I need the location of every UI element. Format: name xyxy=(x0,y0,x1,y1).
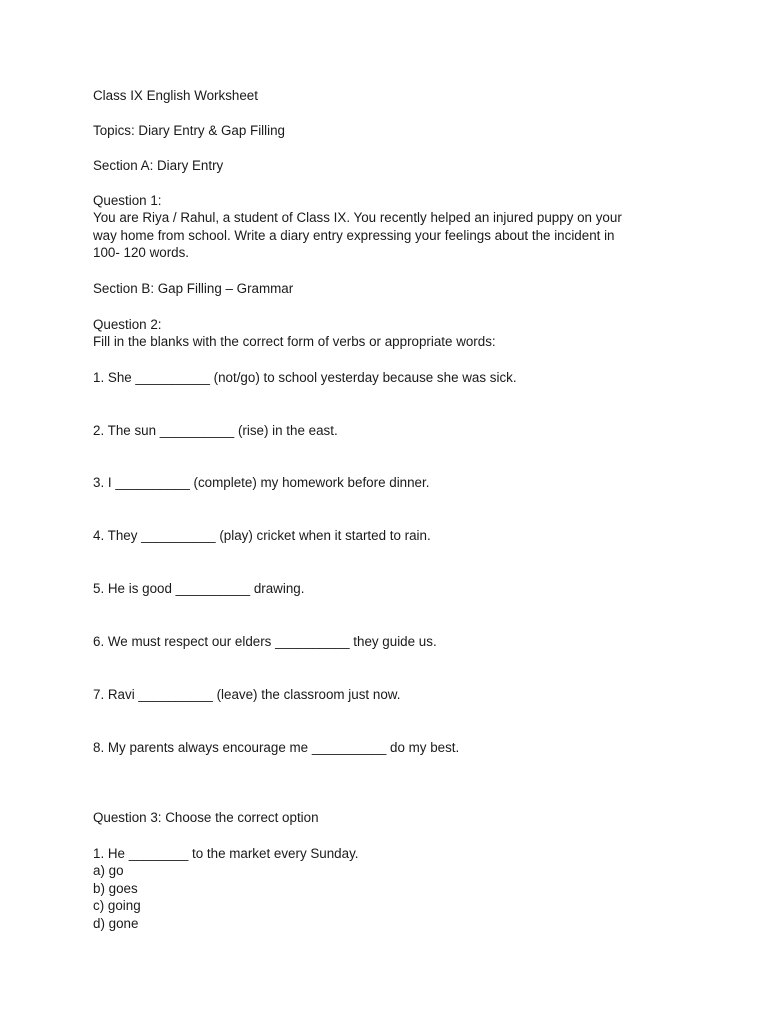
option-c: c) going xyxy=(93,898,141,913)
option-b: b) goes xyxy=(93,881,138,896)
worksheet-title: Class IX English Worksheet xyxy=(93,88,258,103)
section-a-heading: Section A: Diary Entry xyxy=(93,158,224,173)
gap-fill-item: 7. Ravi __________ (leave) the classroom just now. xyxy=(93,687,401,702)
question-3-heading: Question 3: Choose the correct option xyxy=(93,810,319,825)
gap-fill-item: 6. We must respect our elders __________ they guide us. xyxy=(93,634,437,649)
gap-fill-item: 4. They __________ (play) cricket when it started to rain. xyxy=(93,528,431,543)
question-2-heading: Question 2: xyxy=(93,317,162,332)
topics-line: Topics: Diary Entry & Gap Filling xyxy=(93,123,285,138)
gap-fill-item: 8. My parents always encourage me __________ do my best. xyxy=(93,740,460,755)
gap-fill-item: 1. She __________ (not/go) to school yesterday because she was sick. xyxy=(93,370,517,385)
question-1-text-line: 100- 120 words. xyxy=(93,245,190,260)
question-3-prompt: 1. He ________ to the market every Sunday. xyxy=(93,846,359,861)
gap-fill-item: 5. He is good __________ drawing. xyxy=(93,581,305,596)
gap-fill-item: 2. The sun __________ (rise) in the east. xyxy=(93,423,338,438)
question-2-instruction: Fill in the blanks with the correct form of verbs or appropriate words: xyxy=(93,334,496,349)
option-d: d) gone xyxy=(93,916,139,931)
gap-fill-item: 3. I __________ (complete) my homework before dinner. xyxy=(93,475,430,490)
question-1-text-line: way home from school. Write a diary entry expressing your feelings about the incident in xyxy=(93,228,615,243)
question-1-text-line: You are Riya / Rahul, a student of Class IX. You recently helped an injured puppy on your xyxy=(93,210,622,225)
option-a: a) go xyxy=(93,863,124,878)
question-1-heading: Question 1: xyxy=(93,193,162,208)
section-b-heading: Section B: Gap Filling – Grammar xyxy=(93,281,294,296)
